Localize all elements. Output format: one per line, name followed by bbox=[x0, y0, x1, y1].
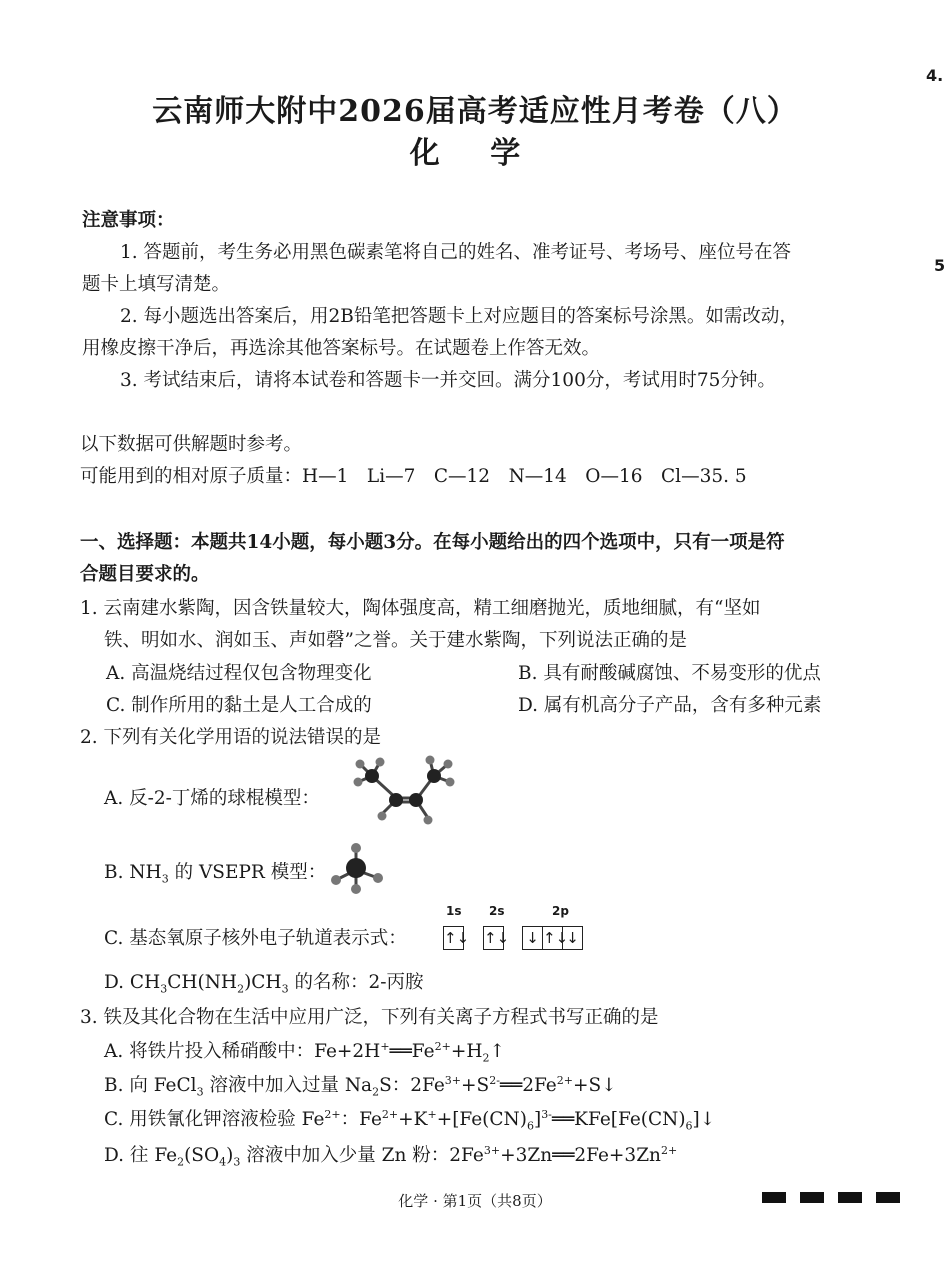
registration-mark bbox=[762, 1192, 786, 1203]
q3-d-part: +3Zn══2Fe+3Zn bbox=[500, 1145, 661, 1166]
q2-d-part: )CH bbox=[244, 972, 282, 993]
q2-d-part: CH(NH bbox=[167, 972, 238, 993]
q3-b-sub: 3 bbox=[196, 1085, 204, 1099]
q3-c-part: +[Fe(CN) bbox=[436, 1109, 527, 1130]
q3-d-part: ) bbox=[226, 1145, 234, 1166]
q3-a-part: +H bbox=[450, 1041, 483, 1062]
q3-a-sup: 2+ bbox=[434, 1039, 451, 1053]
orbital-box-2p-2: ↑↓ bbox=[542, 926, 563, 950]
orbital-box-2s: ↑↓ bbox=[483, 926, 504, 950]
page-edge-label-mid: 5 bbox=[934, 256, 946, 275]
q3-a-part: ↑ bbox=[489, 1041, 505, 1062]
orbital-box-2p-3: ↓ bbox=[562, 926, 583, 950]
q2-option-b-prefix: B. NH bbox=[104, 862, 162, 883]
q3-d-sub: 2 bbox=[177, 1155, 185, 1169]
registration-mark bbox=[876, 1192, 900, 1203]
q3-d-part: 溶液中加入少量 Zn 粉：2Fe bbox=[240, 1145, 484, 1166]
q3-d-sub: 3 bbox=[233, 1155, 241, 1169]
q2-option-c: C. 基态氧原子核外电子轨道表示式： bbox=[104, 928, 407, 949]
q3-b-sup: 2- bbox=[489, 1073, 500, 1087]
notice-item-3: 3. 考试结束后，请将本试卷和答题卡一并交回。满分100分，考试用时75分钟。 bbox=[120, 370, 776, 391]
q3-c-part: +K bbox=[398, 1109, 428, 1130]
q3-c-sup: + bbox=[427, 1107, 437, 1121]
q3-c-part: ：Fe bbox=[340, 1109, 382, 1130]
orbital-box-2p-1: ↓ bbox=[522, 926, 543, 950]
q3-b-part: +S bbox=[461, 1075, 490, 1096]
q3-b-part: B. 向 FeCl bbox=[104, 1075, 197, 1096]
q3-c-sup: 3- bbox=[541, 1107, 552, 1121]
q3-b-part: ══2Fe bbox=[499, 1075, 557, 1096]
q2-d-sub: 3 bbox=[281, 982, 289, 996]
trans-2-butene-ball-stick-model bbox=[352, 754, 462, 830]
q3-c-sup: 2+ bbox=[324, 1107, 341, 1121]
q2-d-sub: 3 bbox=[160, 982, 168, 996]
registration-mark bbox=[800, 1192, 824, 1203]
q3-d-part: D. 往 Fe bbox=[104, 1145, 178, 1166]
page-edge-label-top: 4. bbox=[926, 66, 944, 85]
notice-item-2-line-2: 用橡皮擦干净后，再选涂其他答案标号。在试题卷上作答无效。 bbox=[82, 338, 601, 359]
q3-a-sub: 2 bbox=[482, 1051, 490, 1065]
q2-option-b-suffix: 的 VSEPR 模型： bbox=[168, 862, 327, 883]
q1-option-c: C. 制作所用的黏土是人工合成的 bbox=[106, 695, 372, 716]
q3-c-part: ══KFe[Fe(CN) bbox=[551, 1109, 686, 1130]
q3-stem: 3. 铁及其化合物在生活中应用广泛，下列有关离子方程式书写正确的是 bbox=[80, 1007, 659, 1028]
q3-b-sup: 3+ bbox=[444, 1073, 462, 1087]
q3-d-part: (SO bbox=[184, 1145, 220, 1166]
notice-item-1-line-2: 题卡上填写清楚。 bbox=[82, 274, 231, 295]
q1-option-d: D. 属有机高分子产品，含有多种元素 bbox=[518, 695, 822, 716]
q3-c-sub: 6 bbox=[685, 1119, 693, 1133]
notice-heading: 注意事项： bbox=[82, 210, 175, 231]
notice-item-2-line-1: 2. 每小题选出答案后，用2B铅笔把答题卡上对应题目的答案标号涂黑。如需改动， bbox=[120, 306, 798, 327]
q2-stem: 2. 下列有关化学用语的说法错误的是 bbox=[80, 727, 382, 748]
page-footer: 化学 · 第1页（共8页） bbox=[398, 1192, 552, 1210]
q3-b-part: S：2Fe bbox=[379, 1075, 445, 1096]
exam-title: 云南师大附中2026届高考适应性月考卷（八） bbox=[152, 94, 798, 129]
oxygen-orbital-diagram bbox=[440, 904, 600, 958]
q3-c-sup: 2+ bbox=[381, 1107, 399, 1121]
q3-d-sub: 4 bbox=[219, 1155, 227, 1169]
q2-d-sub: 2 bbox=[237, 982, 245, 996]
q3-c-part: ] bbox=[533, 1109, 542, 1130]
q2-option-b-sub: 3 bbox=[161, 872, 169, 886]
q3-option-c bbox=[104, 1105, 715, 1133]
reference-line-1: 以下数据可供解题时参考。 bbox=[80, 434, 303, 455]
q1-stem-line-1: 1. 云南建水紫陶，因含铁量较大，陶体强度高，精工细磨抛光，质地细腻，有“坚如 bbox=[80, 598, 761, 619]
q3-option-a bbox=[104, 1037, 505, 1065]
q3-d-sup: 3+ bbox=[483, 1143, 501, 1157]
q3-option-d bbox=[104, 1141, 677, 1169]
q1-stem-line-2: 铁、明如水、润如玉、声如磬”之誉。关于建水紫陶，下列说法正确的是 bbox=[104, 630, 687, 651]
q3-a-sup: + bbox=[380, 1039, 390, 1053]
q2-option-d bbox=[104, 968, 423, 996]
q1-option-b: B. 具有耐酸碱腐蚀、不易变形的优点 bbox=[518, 663, 821, 684]
q3-b-sup: 2+ bbox=[556, 1073, 573, 1087]
q2-option-a: A. 反-2-丁烯的球棍模型： bbox=[104, 788, 320, 809]
orbital-box-1s: ↑↓ bbox=[443, 926, 464, 950]
q2-d-part: 的名称：2-丙胺 bbox=[288, 972, 424, 993]
nh3-vsepr-model bbox=[326, 840, 392, 896]
section-1-heading-line-1: 一、选择题：本题共14小题，每小题3分。在每小题给出的四个选项中，只有一项是符 bbox=[80, 532, 785, 553]
orbital-label-2s: 2s bbox=[489, 904, 505, 918]
subject-title: 化 学 bbox=[409, 136, 541, 171]
notice-item-1-line-1: 1. 答题前，考生务必用黑色碳素笔将自己的姓名、准考证号、考场号、座位号在答 bbox=[120, 242, 792, 263]
q3-b-part: +S↓ bbox=[572, 1075, 617, 1096]
q3-a-part: ══Fe bbox=[389, 1041, 435, 1062]
q3-b-sub: 2 bbox=[372, 1085, 380, 1099]
section-1-heading-line-2: 合题目要求的。 bbox=[80, 564, 210, 585]
q1-option-a: A. 高温烧结过程仅包含物理变化 bbox=[106, 663, 372, 684]
q2-option-b bbox=[104, 858, 326, 886]
registration-mark bbox=[838, 1192, 862, 1203]
q3-b-part: 溶液中加入过量 Na bbox=[203, 1075, 373, 1096]
q3-a-part: A. 将铁片投入稀硝酸中：Fe+2H bbox=[104, 1041, 381, 1062]
q3-c-part: C. 用铁氰化钾溶液检验 Fe bbox=[104, 1109, 325, 1130]
reference-atomic-masses: 可能用到的相对原子质量：H—1 Li—7 C—12 N—14 O—16 Cl—35. 5 bbox=[80, 466, 747, 487]
orbital-label-1s: 1s bbox=[446, 904, 462, 918]
q3-d-sup: 2+ bbox=[660, 1143, 678, 1157]
q3-c-part: ]↓ bbox=[692, 1109, 716, 1130]
q2-d-part: D. CH bbox=[104, 972, 161, 993]
q3-option-b bbox=[104, 1071, 617, 1099]
q3-c-sub: 6 bbox=[526, 1119, 534, 1133]
orbital-label-2p: 2p bbox=[552, 904, 569, 918]
